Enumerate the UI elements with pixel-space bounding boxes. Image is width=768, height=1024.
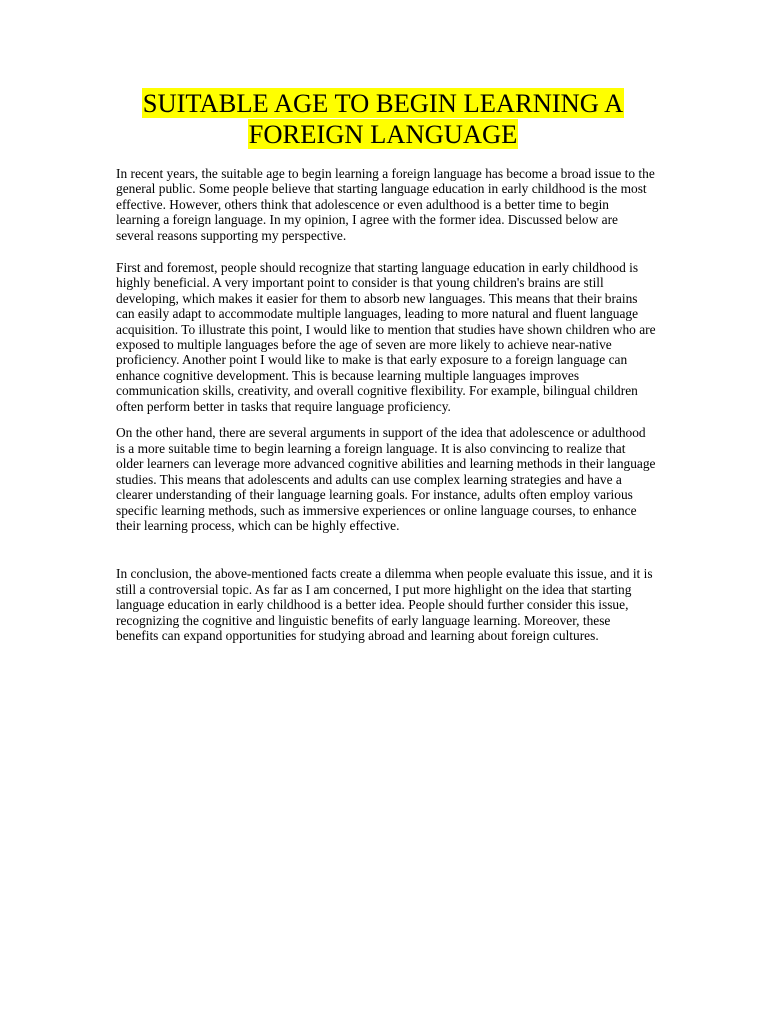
- title-highlight-line-1: SUITABLE AGE TO BEGIN LEARNING A: [142, 88, 624, 118]
- title-highlight-line-2: FOREIGN LANGUAGE: [248, 119, 518, 149]
- paragraph-introduction: In recent years, the suitable age to begin learning a foreign language has become a broad issue to the general public. Some people believe that starting language education in early childhood is the most effective. However, others think that adolescence or even adulthood is a better time to begin learning a foreign language. In my opinion, I agree with the former idea. Discussed below are several reasons supporting my perspective.: [116, 166, 655, 243]
- document-title: [100, 88, 666, 150]
- document-body: [116, 166, 656, 644]
- paragraph-adolescence-adulthood: On the other hand, there are several arguments in support of the idea that adolescence or adulthood is a more suitable time to begin learning a foreign language. It is also convincing to realize that older learners can leverage more advanced cognitive abilities and learning methods in their language studies. This means that adolescents and adults can use complex learning strategies and have a clearer understanding of their language learning goals. For instance, adults often employ various specific learning methods, such as immersive experiences or online language courses, to enhance their learning process, which can be highly effective.: [116, 425, 656, 534]
- paragraph-conclusion: In conclusion, the above-mentioned facts create a dilemma when people evaluate this issue, and it is still a controversial topic. As far as I am concerned, I put more highlight on the idea that starting language education in early childhood is a better idea. People should further consider this issue, recognizing the cognitive and linguistic benefits of early language learning. Moreover, these benefits can expand opportunities for studying abroad and learning about foreign cultures.: [116, 566, 653, 644]
- paragraph-early-childhood: First and foremost, people should recognize that starting language education in early childhood is highly beneficial. A very important point to consider is that young children's brains are still developing, which makes it easier for them to absorb new languages. This means that their brains can easily adapt to accommodate multiple languages, leading to more natural and fluent language acquisition. To illustrate this point, I would like to mention that studies have shown children who are exposed to multiple languages before the age of seven are more likely to achieve near-native proficiency. Another point I would like to make is that early exposure to a foreign language can enhance cognitive development. This is because learning multiple languages improves communication skills, creativity, and overall cognitive flexibility. For example, bilingual children often perform better in tasks that require language proficiency.: [116, 259, 656, 414]
